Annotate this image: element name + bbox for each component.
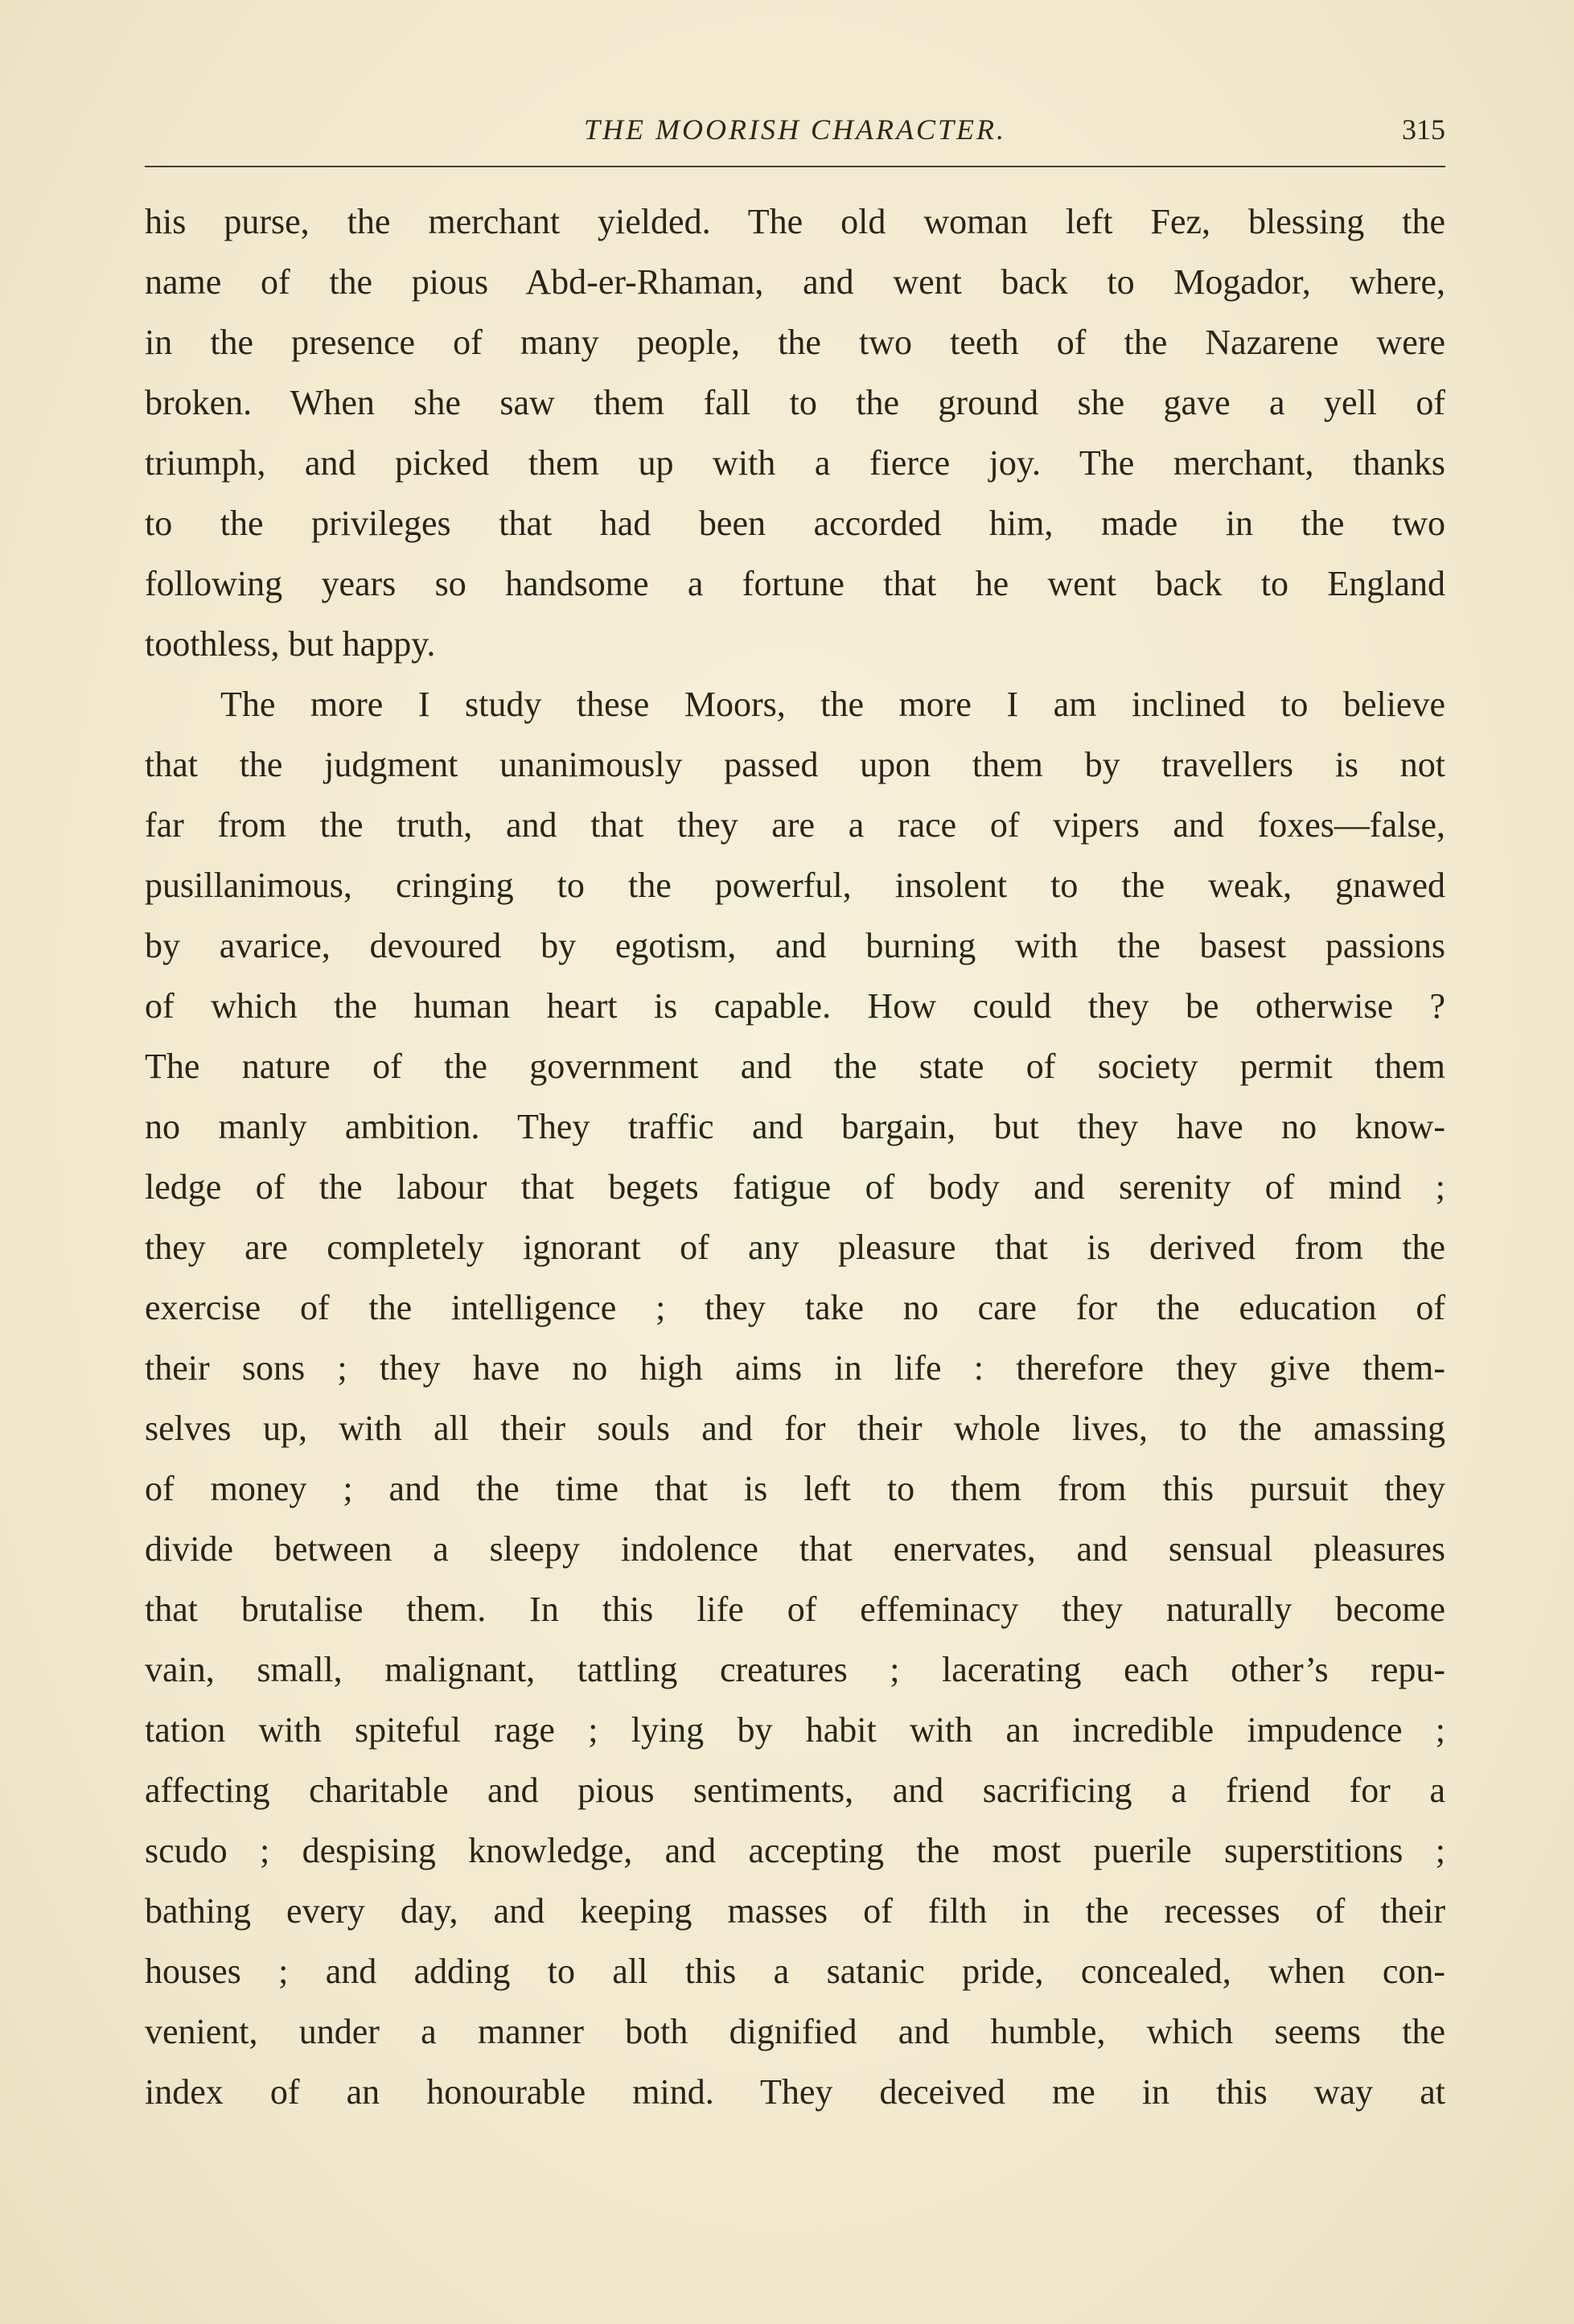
text-line: in the presence of many people, the two teeth of the Nazarene were — [145, 323, 1445, 362]
header-rule — [145, 166, 1445, 167]
running-title: THE MOORISH CHARACTER. — [584, 113, 1006, 146]
text-line: venient, under a manner both dignified and humble, which seems the — [145, 2012, 1445, 2051]
text-line: divide between a sleepy indolence that enervates, and sensual pleasures — [145, 1529, 1445, 1569]
text-line: of which the human heart is capable. How could they be otherwise ? — [145, 986, 1445, 1026]
text-line: broken. When she saw them fall to the ground she gave a yell of — [145, 383, 1445, 422]
text-line: The nature of the government and the state of society permit them — [145, 1047, 1445, 1086]
text-line: that the judgment unanimously passed upon them by travellers is not — [145, 745, 1445, 784]
text-line: houses ; and adding to all this a satanic pride, concealed, when con- — [145, 1952, 1445, 1991]
text-line: bathing every day, and keeping masses of filth in the recesses of their — [145, 1891, 1445, 1931]
text-line: toothless, but happy. — [145, 624, 436, 664]
paragraph-start-line: The more I study these Moors, the more I am inclined to believe — [220, 685, 1445, 724]
text-line: name of the pious Abd-er-Rhaman, and went back to Mogador, where, — [145, 262, 1445, 302]
page-header — [145, 106, 1445, 154]
text-line: affecting charitable and pious sentiments, and sacrificing a friend for a — [145, 1771, 1445, 1810]
text-line: his purse, the merchant yielded. The old woman left Fez, blessing the — [145, 202, 1445, 241]
text-line: to the privileges that had been accorded him, made in the two — [145, 504, 1445, 543]
body-text — [145, 191, 1445, 2122]
text-line: pusillanimous, cringing to the powerful, insolent to the weak, gnawed — [145, 866, 1445, 905]
text-line: vain, small, malignant, tattling creatures ; lacerating each other’s repu- — [145, 1650, 1445, 1689]
text-line: tation with spiteful rage ; lying by habit with an incredible impudence ; — [145, 1710, 1445, 1750]
text-line: they are completely ignorant of any pleasure that is derived from the — [145, 1228, 1445, 1267]
text-line: scudo ; despising knowledge, and accepting the most puerile superstitions ; — [145, 1831, 1445, 1870]
text-line: by avarice, devoured by egotism, and burning with the basest passions — [145, 926, 1445, 965]
text-line: far from the truth, and that they are a race of vipers and foxes—false, — [145, 805, 1445, 845]
text-line: that brutalise them. In this life of effeminacy they naturally become — [145, 1590, 1445, 1629]
text-line: ledge of the labour that begets fatigue of body and serenity of mind ; — [145, 1167, 1445, 1207]
text-line: index of an honourable mind. They deceived me in this way at — [145, 2072, 1445, 2112]
text-line: of money ; and the time that is left to them from this pursuit they — [145, 1469, 1445, 1508]
text-line: no manly ambition. They traffic and bargain, but they have no know- — [145, 1107, 1445, 1146]
text-line: their sons ; they have no high aims in life : therefore they give them- — [145, 1348, 1445, 1388]
text-line: triumph, and picked them up with a fierce joy. The merchant, thanks — [145, 443, 1445, 483]
text-line: exercise of the intelligence ; they take no care for the education of — [145, 1288, 1445, 1327]
text-line: following years so handsome a fortune that he went back to England — [145, 564, 1445, 603]
text-line: selves up, with all their souls and for their whole lives, to the amassing — [145, 1409, 1445, 1448]
page-number: 315 — [1402, 113, 1445, 146]
